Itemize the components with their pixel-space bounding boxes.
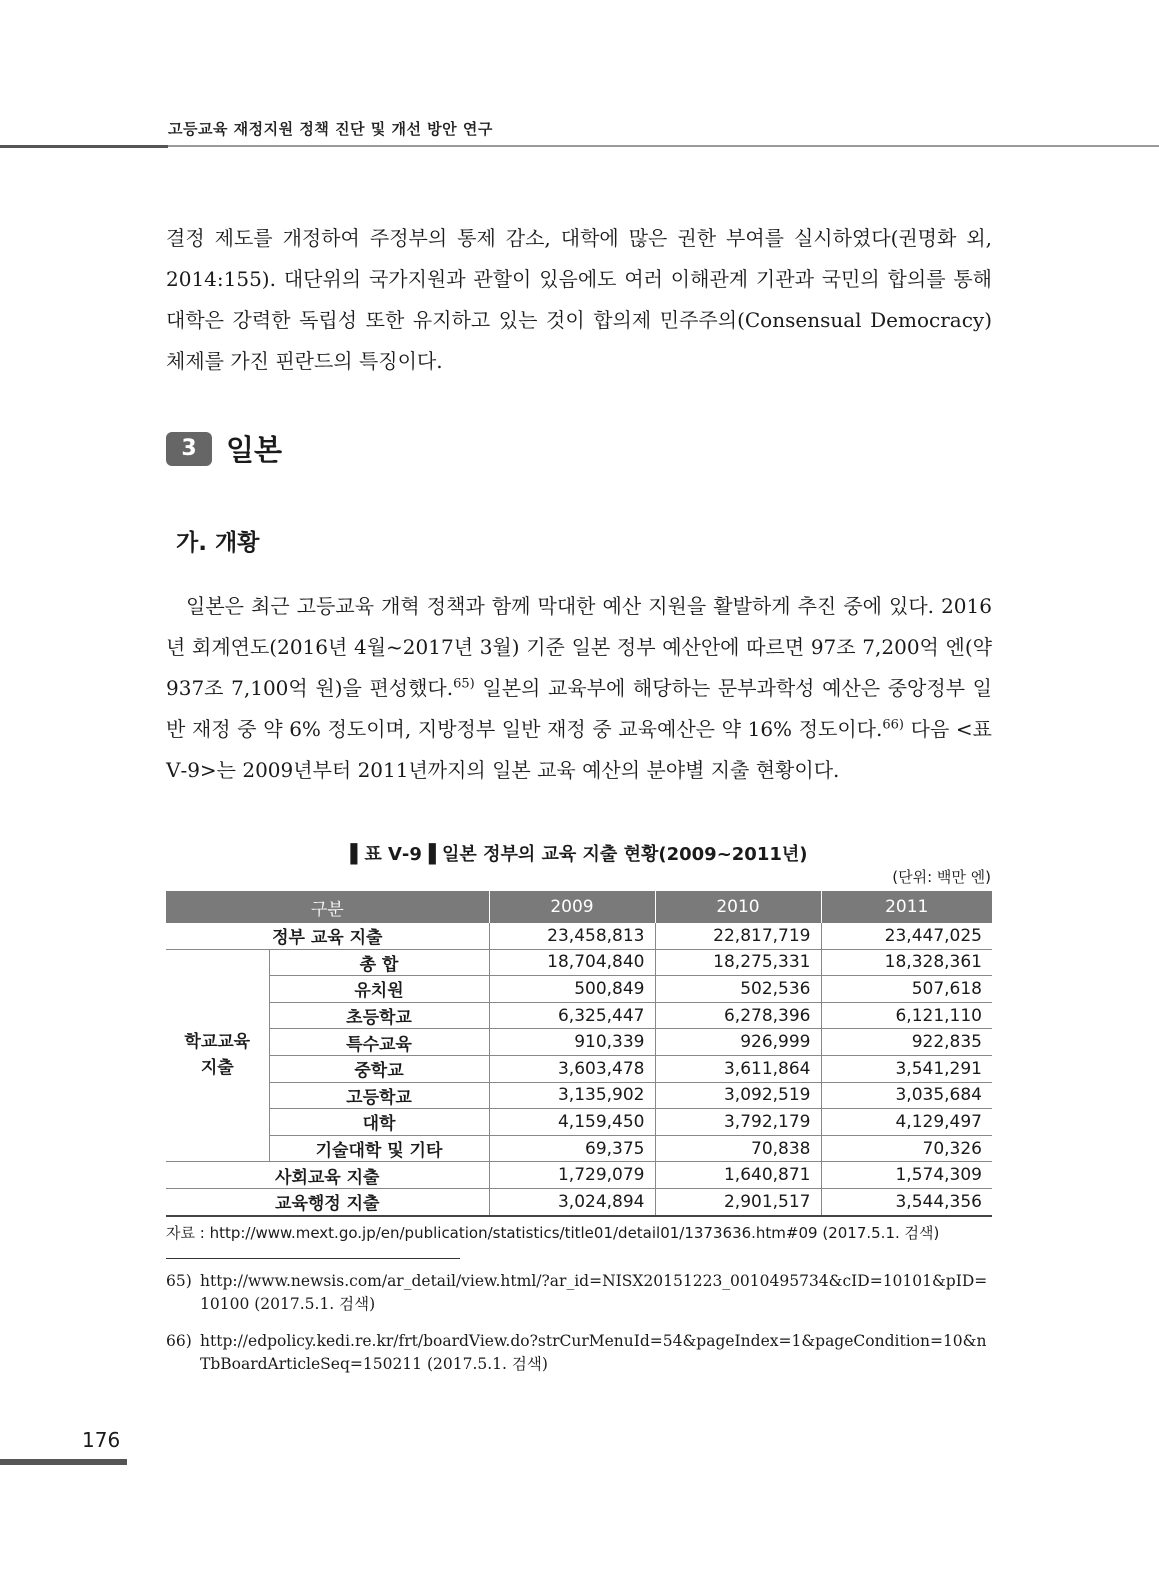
subsection-heading: 가. 개황 — [176, 530, 260, 556]
cell-2010: 6,278,396 — [655, 1002, 821, 1029]
cell-2009: 3,135,902 — [489, 1082, 655, 1109]
cell-2011: 507,618 — [821, 976, 992, 1003]
cell-2009: 500,849 — [489, 976, 655, 1003]
cell-2011: 3,035,684 — [821, 1082, 992, 1109]
cell-2010: 3,092,519 — [655, 1082, 821, 1109]
table-header-row — [166, 891, 992, 923]
cell-2011: 23,447,025 — [821, 923, 992, 949]
cell-2010: 2,901,517 — [655, 1188, 821, 1215]
footnote-ref-65[interactable]: 65) — [453, 676, 475, 692]
table-caption: ▌표 Ⅴ-9▐ 일본 정부의 교육 지출 현황(2009~2011년) — [350, 844, 808, 865]
cell-2010: 3,611,864 — [655, 1055, 821, 1082]
table-row — [166, 1055, 992, 1082]
footnote-ref-66[interactable]: 66) — [882, 717, 904, 733]
table-row — [166, 976, 992, 1003]
paragraph-text-part3: 다음 <표 Ⅴ-9>는 2009년부터 2011년까지의 일본 교육 예산의 분야별 지출 현황이다. — [166, 717, 992, 782]
cell-2011: 4,129,497 — [821, 1109, 992, 1136]
paragraph-japan-overview — [166, 586, 992, 791]
footnote-divider — [166, 1258, 460, 1259]
table-row — [166, 1029, 992, 1056]
cell-2010: 926,999 — [655, 1029, 821, 1056]
cell-2009: 3,603,478 — [489, 1055, 655, 1082]
cell-2010: 18,275,331 — [655, 949, 821, 976]
page-number: 176 — [82, 1428, 121, 1452]
cell-2011: 922,835 — [821, 1029, 992, 1056]
paragraph-text-part1: 일본은 최근 고등교육 개혁 정책과 함께 막대한 예산 지원을 활발하게 추진 중에 있다. 2016년 회계연도(2016년 4월~2017년 3월) 기준 일본 정부 예산안에 따르면 97조 7,200억 엔(약 937조 7,100억 원)을 편성했다. — [166, 594, 992, 700]
header-rule-dark — [0, 145, 168, 148]
table-row — [166, 1188, 992, 1215]
cell-2011: 6,121,110 — [821, 1002, 992, 1029]
cell-2010: 1,640,871 — [655, 1162, 821, 1189]
footnote-number: 66) — [166, 1332, 192, 1350]
cell-2011: 18,328,361 — [821, 949, 992, 976]
header-rule-light — [168, 145, 1159, 147]
row-label: 중학교 — [269, 1055, 489, 1082]
row-label: 총 합 — [269, 949, 489, 976]
table-row — [166, 1135, 992, 1162]
footnote-65 — [166, 1270, 992, 1316]
row-label: 정부 교육 지출 — [166, 923, 489, 949]
table-row — [166, 1082, 992, 1109]
cell-2009: 3,024,894 — [489, 1188, 655, 1215]
cell-2010: 502,536 — [655, 976, 821, 1003]
cell-2009: 23,458,813 — [489, 923, 655, 949]
header-year-2010: 2010 — [655, 891, 821, 923]
cell-2009: 6,325,447 — [489, 1002, 655, 1029]
cell-2011: 3,541,291 — [821, 1055, 992, 1082]
header-year-2009: 2009 — [489, 891, 655, 923]
cell-2010: 3,792,179 — [655, 1109, 821, 1136]
table-row — [166, 949, 992, 976]
cell-2010: 70,838 — [655, 1135, 821, 1162]
footer-rule — [0, 1459, 127, 1465]
header-year-2011: 2011 — [821, 891, 992, 923]
header-category: 구분 — [166, 891, 489, 923]
cell-2011: 3,544,356 — [821, 1188, 992, 1215]
footnote-number: 65) — [166, 1272, 192, 1290]
table-row — [166, 1109, 992, 1136]
row-label: 초등학교 — [269, 1002, 489, 1029]
row-label: 대학 — [269, 1109, 489, 1136]
row-label: 사회교육 지출 — [166, 1162, 489, 1189]
cell-2009: 69,375 — [489, 1135, 655, 1162]
group-label-school-education: 학교교육 지출 — [166, 949, 269, 1162]
row-label: 특수교육 — [269, 1029, 489, 1056]
paragraph-text-part2: 일본의 교육부에 해당하는 문부과학성 예산은 중앙정부 일반 재정 중 약 6% 정도이며, 지방정부 일반 재정 중 교육예산은 약 16% 정도이다. — [166, 676, 992, 741]
section-number: 3 — [166, 432, 212, 466]
education-expenditure-table — [166, 891, 992, 1217]
table-row — [166, 1002, 992, 1029]
cell-2009: 1,729,079 — [489, 1162, 655, 1189]
row-label: 유치원 — [269, 976, 489, 1003]
running-header: 고등교육 재정지원 정책 진단 및 개선 방안 연구 — [168, 120, 493, 138]
table-source: 자료 : http://www.mext.go.jp/en/publication/statistics/title01/detail01/1373636.htm#09 (2017.5.1. 검색) — [166, 1224, 940, 1242]
cell-2010: 22,817,719 — [655, 923, 821, 949]
cell-2009: 910,339 — [489, 1029, 655, 1056]
table-row — [166, 923, 992, 949]
cell-2009: 18,704,840 — [489, 949, 655, 976]
row-label: 교육행정 지출 — [166, 1188, 489, 1215]
cell-2011: 70,326 — [821, 1135, 992, 1162]
paragraph-finland-summary: 결정 제도를 개정하여 주정부의 통제 감소, 대학에 많은 권한 부여를 실시하였다(권명화 외, 2014:155). 대단위의 국가지원과 관할이 있음에도 여러 이해관계 기관과 국민의 합의를 통해 대학은 강력한 독립성 또한 유지하고 있는 것이 합의제 민주주의(Consensual Democracy) 체제를 가진 핀란드의 특징이다. — [166, 226, 992, 373]
row-label: 기술대학 및 기타 — [269, 1135, 489, 1162]
section-title: 일본 — [226, 433, 283, 467]
table-unit: (단위: 백만 엔) — [892, 868, 991, 886]
table-row — [166, 1162, 992, 1189]
cell-2009: 4,159,450 — [489, 1109, 655, 1136]
footnote-link[interactable]: http://edpolicy.kedi.re.kr/frt/boardView.do?strCurMenuId=54&pageIndex=1&pageCondition=10&nTbBoardArticleSeq=150211 (2017.5.1. 검색) — [200, 1332, 987, 1373]
section-heading — [166, 428, 282, 469]
cell-2011: 1,574,309 — [821, 1162, 992, 1189]
footnote-link[interactable]: http://www.newsis.com/ar_detail/view.html/?ar_id=NISX20151223_0010495734&cID=10101&pID=10100 (2017.5.1. 검색) — [200, 1272, 988, 1313]
row-label: 고등학교 — [269, 1082, 489, 1109]
footnote-66 — [166, 1330, 992, 1376]
